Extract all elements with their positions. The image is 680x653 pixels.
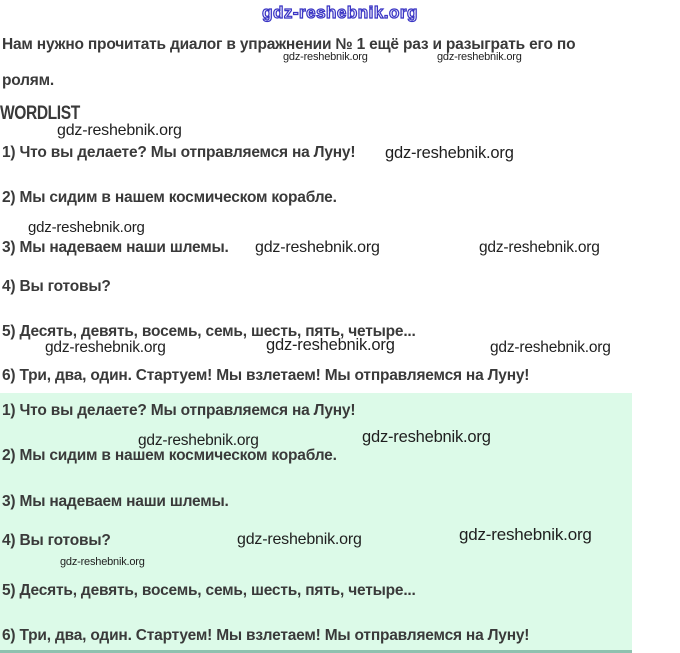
watermark: gdz-reshebnik.org bbox=[28, 219, 145, 236]
watermark: gdz-reshebnik.org bbox=[459, 525, 592, 544]
watermark: gdz-reshebnik.org bbox=[60, 556, 145, 568]
watermark: gdz-reshebnik.org bbox=[57, 122, 182, 139]
wordlist-item: 3) Мы надеваем наши шлемы. bbox=[2, 239, 229, 256]
wordlist-item: 6) Три, два, один. Стартуем! Мы взлетаем! Мы отправляемся на Луну! bbox=[2, 367, 530, 384]
watermark: gdz-reshebnik.org bbox=[283, 51, 368, 63]
answer-item: 1) Что вы делаете? Мы отправляемся на Луну! bbox=[2, 402, 356, 419]
wordlist-heading: WORDLIST bbox=[0, 103, 80, 124]
answer-item: 2) Мы сидим в нашем космическом корабле. bbox=[2, 447, 337, 464]
watermark: gdz-reshebnik.org bbox=[266, 336, 395, 354]
answer-item: 6) Три, два, один. Стартуем! Мы взлетаем! Мы отправляемся на Луну! bbox=[2, 627, 530, 644]
watermark: gdz-reshebnik.org bbox=[362, 428, 491, 446]
watermark: gdz-reshebnik.org bbox=[45, 339, 166, 356]
watermark: gdz-reshebnik.org bbox=[138, 432, 259, 449]
watermark: gdz-reshebnik.org bbox=[237, 531, 362, 548]
watermark: gdz-reshebnik.org bbox=[490, 339, 611, 356]
answer-item: 4) Вы готовы? bbox=[2, 532, 111, 549]
site-watermark-banner: gdz-reshebnik.org bbox=[262, 3, 418, 22]
watermark: gdz-reshebnik.org bbox=[437, 51, 522, 63]
intro-line-2: ролям. bbox=[2, 72, 55, 89]
wordlist-item: 4) Вы готовы? bbox=[2, 278, 111, 295]
answer-box bbox=[0, 393, 632, 653]
wordlist-item: 2) Мы сидим в нашем космическом корабле. bbox=[2, 189, 337, 206]
wordlist-item: 1) Что вы делаете? Мы отправляемся на Луну! bbox=[2, 144, 356, 161]
answer-item: 3) Мы надеваем наши шлемы. bbox=[2, 493, 229, 510]
intro-line-1: Нам нужно прочитать диалог в упражнении № 1 ещё раз и разыграть его по bbox=[2, 36, 576, 53]
wordlist-item: 5) Десять, девять, восемь, семь, шесть, пять, четыре... bbox=[2, 323, 416, 340]
answer-item: 5) Десять, девять, восемь, семь, шесть, пять, четыре... bbox=[2, 582, 416, 599]
watermark: gdz-reshebnik.org bbox=[255, 239, 380, 256]
watermark: gdz-reshebnik.org bbox=[479, 239, 600, 256]
watermark: gdz-reshebnik.org bbox=[385, 144, 514, 162]
